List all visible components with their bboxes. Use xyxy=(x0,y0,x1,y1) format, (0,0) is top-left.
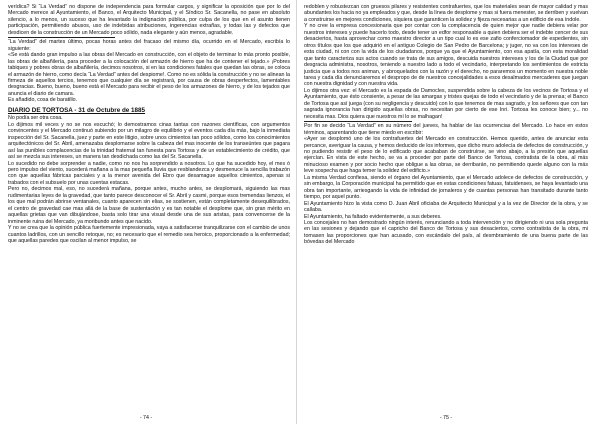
paragraph: No podía ser otra cosa. xyxy=(8,115,63,122)
right-page xyxy=(300,0,592,424)
paragraph: Pero no, decimos mal, eso, no sucederá mañana, porque antes, mucho antes, se desplomará, siguiendo las mas rudimentarias leyes de la gravedad, que tanto parece desconocer el Sr. Abril y casmi, porque esos tremendas lienzos, el los que mal podrán abrirse ventanales, cuanto aparecen sin elias, se sostienen, están completamente desequilibrados, el centro de gravedad cae mas allá de la base de sustentación y es tan notable el desplome que, sin gran mérito en aquellas grietas que van dibujándose, basta solo tirar una visual desde una de sus aristas, para convencerse de la inminente ruina del Mercado, ya moribundo antes que nacido. xyxy=(8,186,290,225)
page-number: - 74 - xyxy=(139,415,153,421)
separator-rule xyxy=(8,37,115,38)
paragraph: El Ayuntamiento hizo la vista como D. Juan Abril oficiaba de Arquitecto Municipal y a la vez de Director de la obra, y se callaba. xyxy=(304,200,588,214)
page-number: - 75 - xyxy=(439,415,453,421)
paragraph: La misma Verdad confiesa, siendo el órgano del Ayuntamiento, que el Mercado adolece de defectos de construcción, y sin embargo, la Corporación municipal ha permitido que en estas condiciones fatuas, fatuidenses, se haya levantado una obra tan importante, arriesgando la vida de infinidad de jornaleros y de cuantas personas han transitado durante tanto tiempo, por aquel punto. xyxy=(304,174,588,201)
paragraph: Y no se crea que la opinión pública fuertemente impresionada, vaya a satisfacerse tranquilizarse con el cambio de unos cuantos ladrillos, con un sencillo retoque, no; es necesario que el remedio sea heroico, proporcionado a la enfermedad; que aquellas paredes que oscilan al menor impulso, se xyxy=(8,225,290,244)
left-text-column xyxy=(8,4,290,408)
left-page xyxy=(0,0,292,424)
paragraph: “La Verdad” del martes último, pocas horas antes del fracaso del mismo día, ocurrido en el Mercado, escribía lo siguiente: xyxy=(8,39,290,52)
page-gutter xyxy=(296,0,297,424)
quoted-paragraph: «Se está dando gran impulso a las obras del Mercado en construcción, con el objeto de terminar lo más pronto posible, las obras de albañilería, para proceder a la colocación del armazón de hierro que ha de contener el tejado.» ¡Pobres tabiques y pobres obras de albañilería, decimos nosotros, si en las condiciones fatales que quedan las obras, se coloca el armazón de hierro, como decía “La Verdad” antes del despiome!. Como no es sólida la construcción y no se alinean la firmeza de aquellos tercios, tenemos que cualquier día se registrará, por causa de obras desperfectos, lamentables desgracias. Bueno, bueno, bueno está el Mercado para recibir el peso de los armazones de hierro, y de los tejados que anuncia el diario de camara. xyxy=(8,52,290,97)
right-text-column xyxy=(304,4,588,408)
paragraph: Lo dijimos otra vez: el Mercado es la espada de Damocles, suspendida sobre la cabeza de los vecinos de Tortosa y el Ayuntamiento, que ésto consiente, a pesar de las amargas y tristes quejas de todo el vecindario y de la prensa; el Banco de Tortosa que así juega (con su negligencia y descuido) con lo que tenemos de mas sagrado, y los señores que con tan sagrada ignorancia han dirigido aquellas obras, no necesitan por cierto de ese Inri. Tortosa les conoce bien; y... no necesita mas. Dios quiera que nuestros mí lo se malhagan! xyxy=(304,87,588,120)
paragraph: Lo dijimos mil veces y no se nos escuchó; lo demostramos cinas tantas con razones científicas, con argumentos convincentes y el Mercado continuó subiendo por un milagro de equilibrio y el eventos cada día más, bajo la inmediata inspección del Sr. Sacanella, juez y parte en este litigio, sobre unos cimientos tan poco sólidos, como los conocimientos arquitectónicos del Sr. Abril, amenazaba desplomarse sobre la cabeza del mas inocente de los transeúntes que pagara así las punibles complacencias de la trinidad fraternal tan funesta para Tortosa y de un establecimiento de crédito, que así se mezcla sus intereses, un manera tan desdichada como las del Sr. Sacanella. xyxy=(8,121,290,161)
paragraph: Por fin se decido “La Verdad” en su número del jueves, ha hablar de las ocurrencias del Mercado. Lo hace en estos términos, aparentando que tiene miedo en escribir: xyxy=(304,123,588,136)
quoted-paragraph: «Ayer se desplomó uno de los contrafuertes del Mercado en construcción. Hemos querido, antes de anunciar esta percance, averiguar la causa, y hemos deducido de los informes, que dicho muro adolecía de defectos de construcción, y no pudiendo resistir el peso de lo edificado que acababan de construírse, se vino abajo, a la presión que aquellas ejercían. En vista de este hecho, se va a proceder por parte del Banco de Tortosa, contratista de la obra, al más minucioso examen y por socio hecho que obligue a las obras, se derribarán, no permitiendo quede alguno con la más leve sospecha que haga temer la solidez del edificio.» xyxy=(304,136,588,175)
paragraph: redoblen y robustezcan con gruesos pilares y resistentes contrafuertes, que los materiales sean de mayor calidad y mas abundantes los hacia no ya empleados y que, desde la línea de desplome y mas si fuera menester, se derriben y vuelvan a construirse en mejores condiciones, siquiera que garanticen la solidez y fijeza necesarias a un edificio de esa índole. xyxy=(304,4,588,23)
paragraph: El Ayuntamiento, ha faltado evidentemente, a sus deberes. xyxy=(304,213,442,220)
paragraph: verídica? Si “La Verdad” no dispone de independencia para formular cargos, y significar la oposición que por lo del Mercado merece al Ayuntamiento, el Banco, el Arquitecto Municipal, y el Síndico Sr. Sacanella, no pase en absoluto silencio, a lo menos, un suceso que ha levantado la indignación pública, por culpa de los que en el asunto tienen participación, permitiendo abusos, uso de indebidas atribuciones, ingerencias extrañas, y todas las y defectos que desdicen de la construcción de un Mercado poco sólido, nada elegante y aún menos, agradable. xyxy=(8,4,290,36)
paragraph: Los concejales no han demostrado ningún interés, renunciando a toda intervención y no dirigiendo ni una sola pregunta en las sesiones y dejando que el capricho del Banco de Tortosa y sus desaciertos, como contratista de la obra, mi tomasen las proporciones que han acusado, con escándalo del país, al desmbramiento de una buena parte de las bóvedas del Mercado xyxy=(304,219,588,246)
paragraph: Lo sucedido no debe sorprender a nadie, como no nos ha sorprendido a nosotros. Lo que ha sucedido hoy, el mes ó pero impulso del viento, sucederá mañana a la mas pequeña lluvia que resblandezca y desmenuce la sencilla trabazón con que aquellas fábricas parciales y a la menor avenida del Ebro que desamague aquellos cimientos, apenas si trabados con el subsuelo por unas cuentas estacas. xyxy=(8,160,290,186)
paragraph: Es añadido, cosa de baratillo. xyxy=(8,97,78,104)
separator-rule xyxy=(304,121,412,122)
paragraph: Y no cree la empresa concesionaria que por contar con la complacencia de quien mejor que nadie debiera velar por nuestros intereses y puede hacerlo todo, desde tener un edfor responsable a quien debiera ser el indebte cencer de sus desaciertos, hasta aprovechar como maestro director a un tipo cual lo es ese zafio conferciomador de espedientes, sin otros títulos que los que adquirió en el antiguo Colegio de San Pedro de Barcelona; y juger, no va con los intereses de esta ciudad, ni con con la vida de los ciudadanos, porque ya que el Ayuntamiento, con esa apatía, con esta moralidad que tanto caracteriza sus actos cuando se trata de sus amigos, descuida nuestros intereses y los de la Ciudad que por desgracia administra, nosotros, teniendo a nuestro lado a todo el vecindario, interpretando los sentimientos de estricta justicia que a todos nos animan, y abroquelados con la razón y el derecho, no pararemos un momento en nuestra noble tarea y cada día denunciaremos el despropo de de nuestros concejalidades a esos desalmados mercaderes que juegan con nuestra dignidad y con nuestra vida. xyxy=(304,23,588,88)
section-heading: DIARIO DE TORTOSA - 31 de Octubre de 1885 xyxy=(8,106,146,114)
